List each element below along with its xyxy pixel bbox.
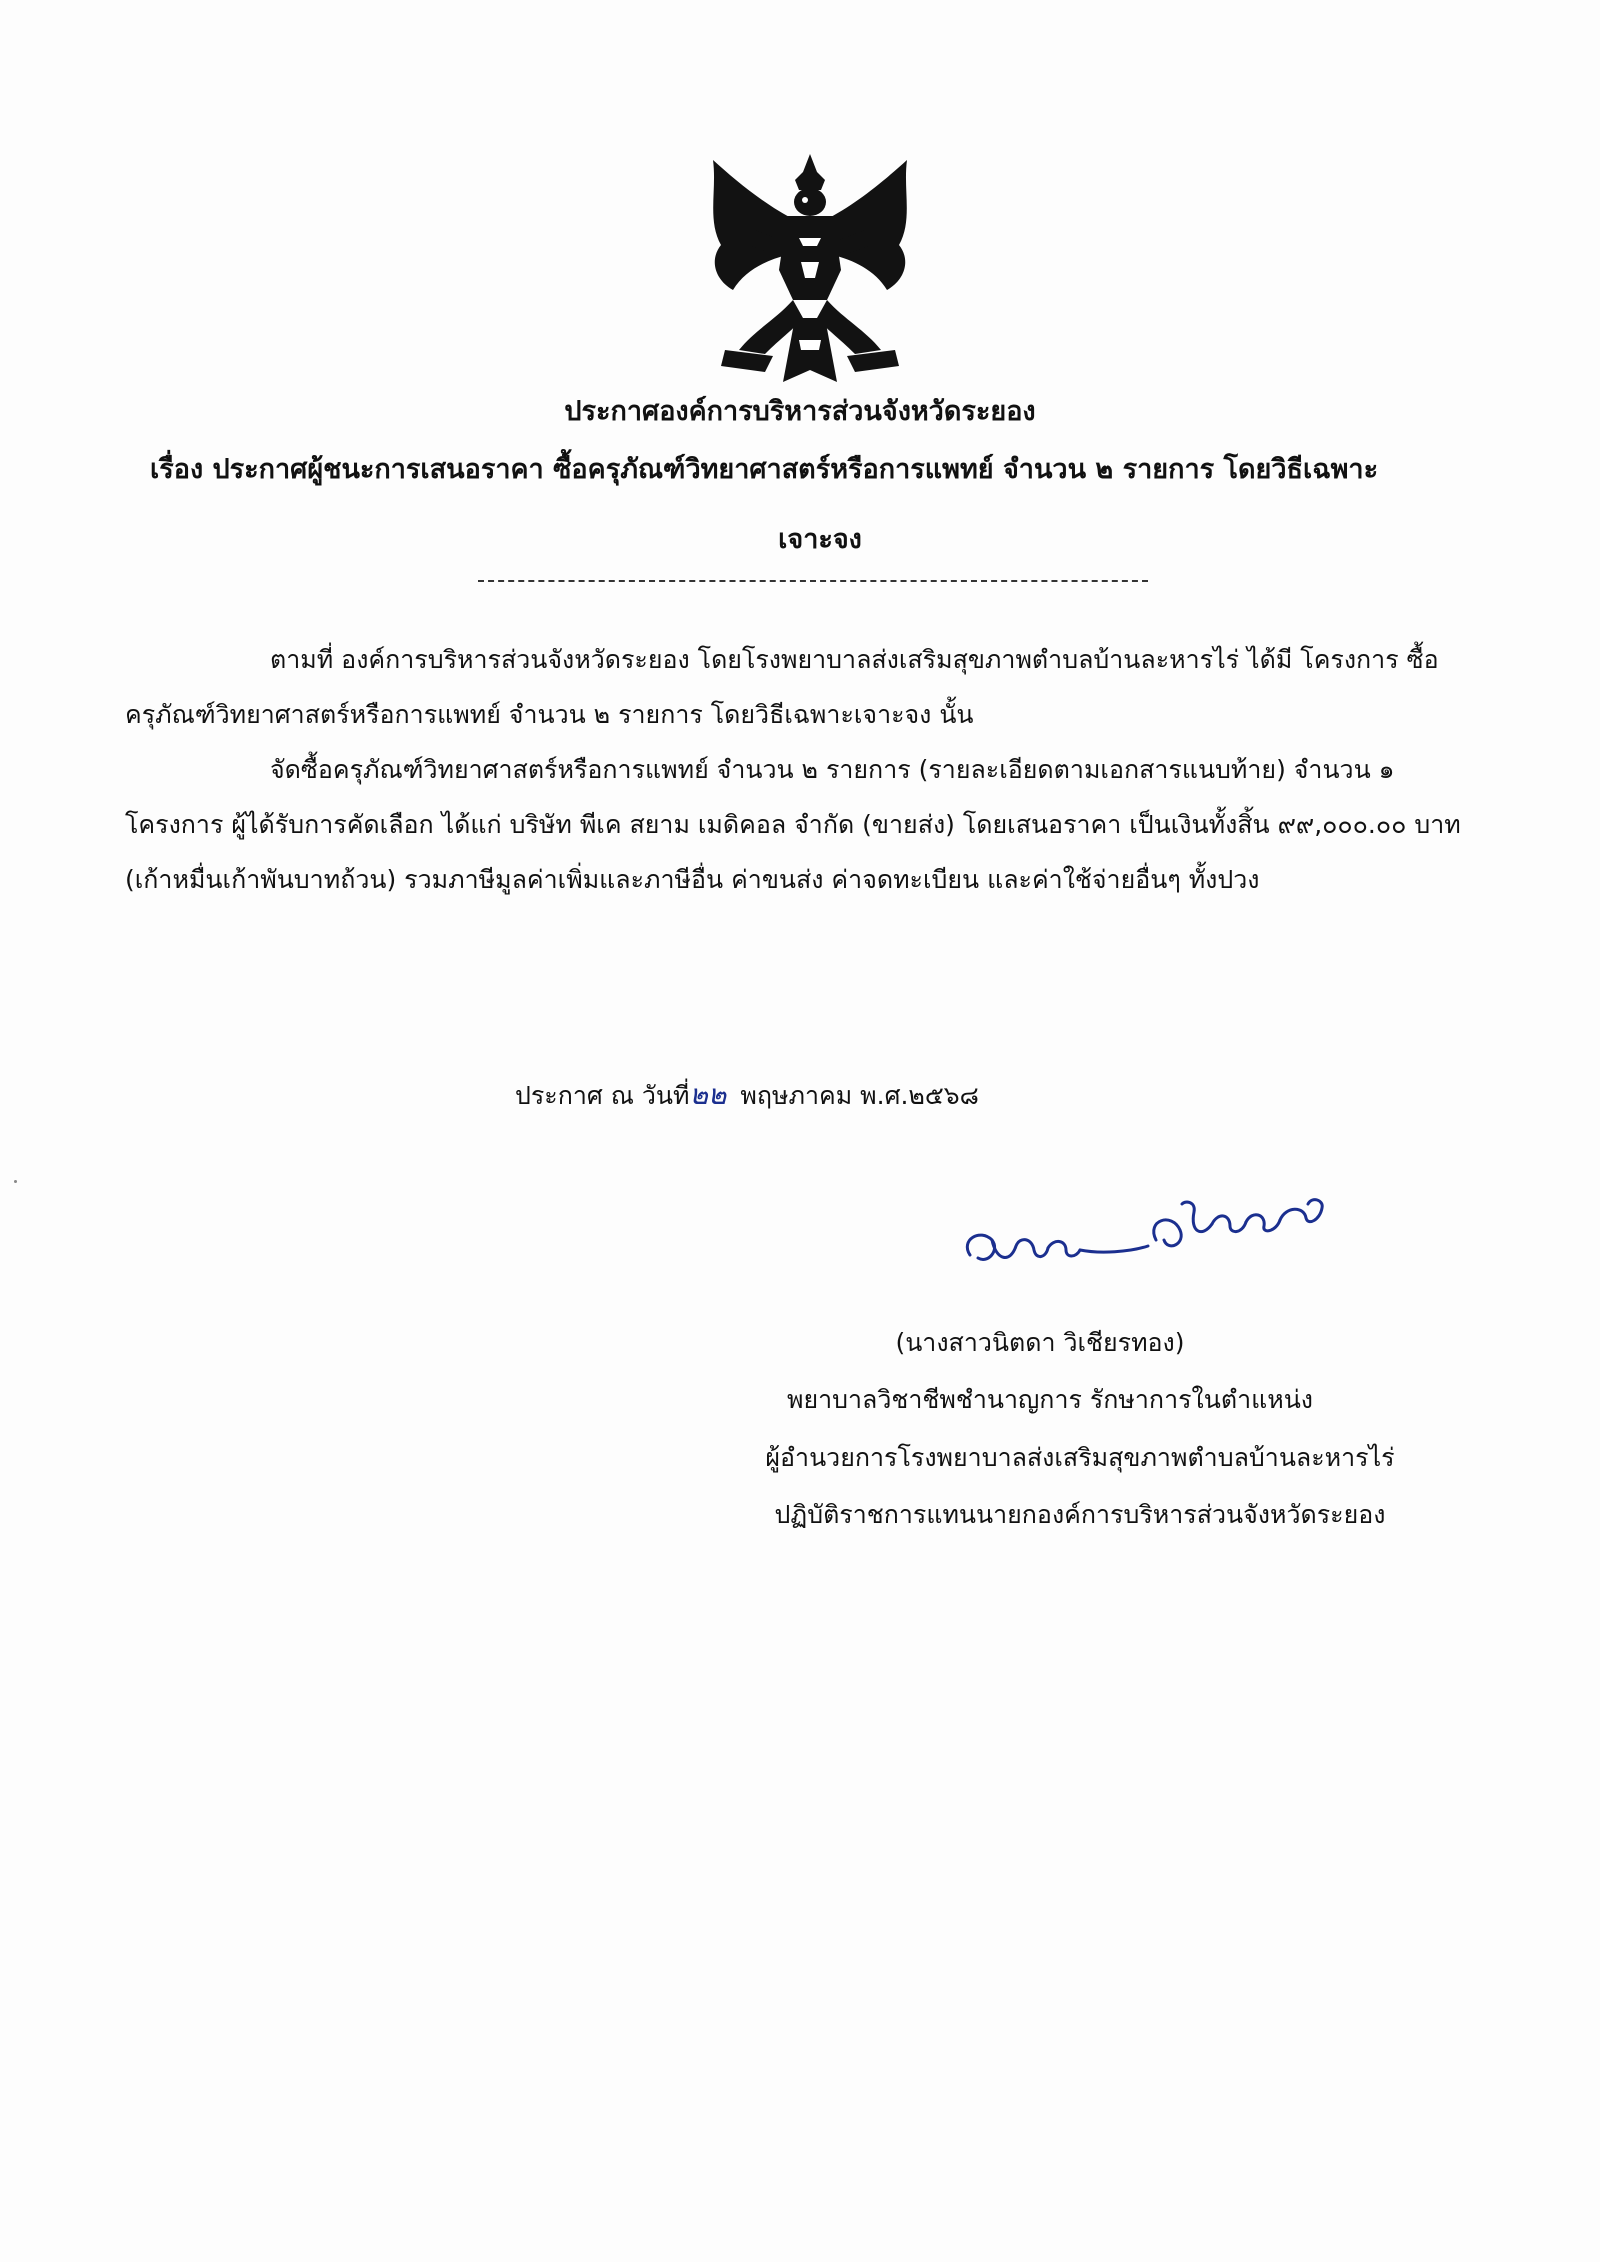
dashed-divider [478,580,1148,582]
subject-line-1: เรื่อง ประกาศผู้ชนะการเสนอราคา ซื้อครุภัณฑ์วิทยาศาสตร์หรือการแพทย์ จำนวน ๒ รายการ โดยวิธีเฉพาะ [150,454,1379,485]
signer-name: (นางสาวนิตดา วิเชียรทอง) [895,1328,1185,1357]
date-rest: พฤษภาคม พ.ศ.๒๕๖๘ [740,1081,979,1110]
document-org-title: ประกาศองค์การบริหารส่วนจังหวัดระยอง [564,396,1036,427]
paragraph-2-text: จัดซื้อครุภัณฑ์วิทยาศาสตร์หรือการแพทย์ จำนวน ๒ รายการ (รายละเอียดตามเอกสารแนบท้าย) จำนวน ๑ โครงการ ผู้ได้รับการคัดเลือก ได้แก่ บริษัท พีเค สยาม เมดิคอล จำกัด (ขายส่ง) โดยเสนอราคา เป็นเงินทั้งสิ้น ๙๙,๐๐๐.๐๐ บาท (เก้าหมื่นเก้าพันบาทถ้วน) รวมภาษีมูลค่าเพิ่มและภาษีอื่น ค่าขนส่ง ค่าจดทะเบียน และค่าใช้จ่ายอื่นๆ ทั้งปวง [125,755,1461,894]
garuda-emblem-icon [695,150,925,390]
paragraph-1 [125,632,1490,742]
handwritten-signature-icon [950,1160,1350,1300]
announcement-date [515,1070,979,1121]
date-day-handwritten: ๒๒ [689,1078,727,1111]
scan-speck [14,1180,17,1183]
date-prefix: ประกาศ ณ วันที่ [515,1081,690,1110]
subject-line-2: เจาะจง [778,524,862,555]
document-subject [150,450,1490,560]
paragraph-2 [125,742,1490,907]
signer-position-3: ปฏิบัติราชการแทนนายกองค์การบริหารส่วนจังหวัดระยอง [774,1500,1386,1529]
paragraph-1-text: ตามที่ องค์การบริหารส่วนจังหวัดระยอง โดยโรงพยาบาลส่งเสริมสุขภาพตำบลบ้านละหารไร่ ได้มี โครงการ ซื้อครุภัณฑ์วิทยาศาสตร์หรือการแพทย์ จำนวน ๒ รายการ โดยวิธีเฉพาะเจาะจง นั้น [125,645,1439,729]
signer-position-2: ผู้อำนวยการโรงพยาบาลส่งเสริมสุขภาพตำบลบ้านละหารไร่ [765,1443,1395,1472]
signer-position-1: พยาบาลวิชาชีพชำนาญการ รักษาการในตำแหน่ง [786,1385,1313,1414]
